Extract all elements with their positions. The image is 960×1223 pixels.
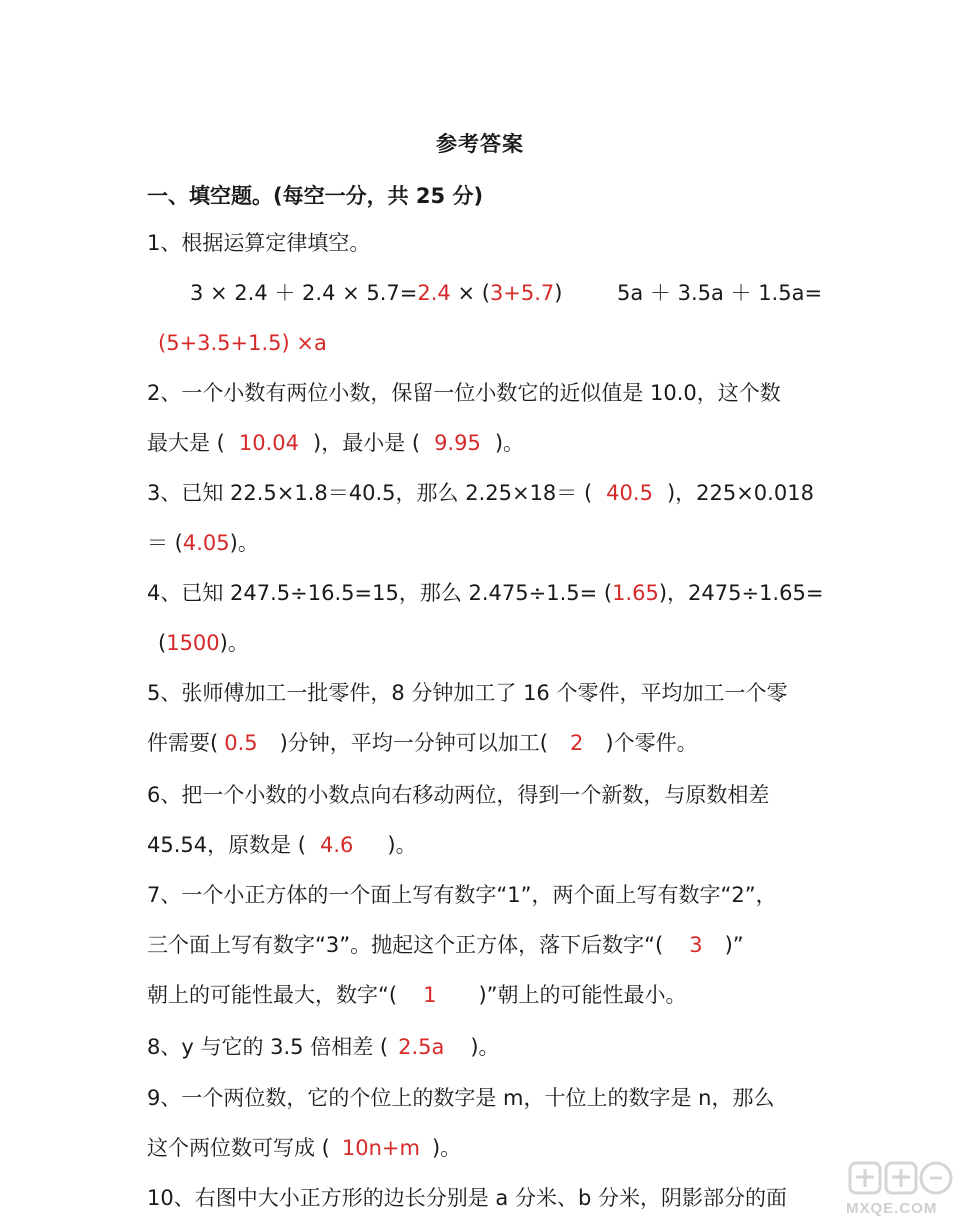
q4-answer-1: 1.65	[612, 581, 659, 605]
q4-text-a: 4、已知 247.5÷16.5=15，那么 2.475÷1.5= (	[147, 581, 613, 605]
q6-line1: 6、把一个小数的小数点向右移动两位，得到一个新数，与原数相差	[147, 783, 770, 807]
q5-answer-1: 0.5	[224, 731, 258, 755]
q1-expr1-answer-b: 3+5.7	[489, 281, 555, 305]
q3-answer-1: 40.5	[606, 481, 653, 505]
q7-line1: 7、一个小正方体的一个面上写有数字“1”，两个面上写有数字“2”，	[147, 883, 777, 907]
q7-text-b: )”	[724, 933, 744, 957]
q6-text-a: 45.54，原数是 (	[147, 833, 306, 857]
q7-line3	[147, 980, 827, 1010]
q3-text-c: ＝ (	[147, 531, 183, 555]
q1-expr1-mid: × (	[450, 281, 490, 305]
q3-line2	[147, 528, 827, 558]
q2-answer-min: 9.95	[434, 431, 481, 455]
q4-text-d: )。	[219, 631, 249, 655]
q5-text-b: )分钟，平均一分钟可以加工(	[279, 731, 548, 755]
answer-seal-icon	[846, 1157, 954, 1203]
q1-expr1-suffix: )	[554, 281, 563, 305]
q1-expr1-prefix: 3 × 2.4 ＋ 2.4 × 5.7=	[190, 281, 418, 305]
q2-text-c: )。	[494, 431, 525, 455]
q7-answer-2: 1	[423, 983, 437, 1007]
q7-text-c: 朝上的可能性最大，数字“(	[147, 983, 398, 1007]
q2-answer-max: 10.04	[238, 431, 299, 455]
q2-text-b: )，最小是 (	[313, 431, 421, 455]
q7-text-d: )”朝上的可能性最小。	[478, 983, 687, 1007]
watermark	[846, 1157, 954, 1221]
q5-line1: 5、张师傅加工一批零件，8 分钟加工了 16 个零件，平均加工一个零	[147, 681, 788, 705]
q4-line2	[158, 628, 838, 658]
q7-line2	[147, 930, 827, 960]
q6-text-b: )。	[387, 833, 417, 857]
q7-text-a: 三个面上写有数字“3”。抛起这个正方体，落下后数字“(	[147, 933, 664, 957]
q8-text-b: )。	[470, 1035, 500, 1059]
q2-line1: 2、一个小数有两位小数，保留一位小数它的近似值是 10.0，这个数	[147, 381, 781, 405]
q9-text-b: )。	[431, 1136, 462, 1160]
q3-text-a: 3、已知 22.5×1.8＝40.5，那么 2.25×18＝ (	[147, 481, 593, 505]
q4-text-b: )，2475÷1.65=	[658, 581, 824, 605]
q3-text-b: )，225×0.018	[666, 481, 814, 505]
q1-expr1-answer-a: 2.4	[417, 281, 451, 305]
q10-line1: 10、右图中大小正方形的边长分别是 a 分米、b 分米，阴影部分的面	[147, 1186, 787, 1210]
q8-line1	[147, 1032, 827, 1062]
q7-answer-1: 3	[689, 933, 703, 957]
q9-text-a: 这个两位数可写成 (	[147, 1136, 330, 1160]
q5-line2	[147, 728, 827, 758]
q1-expr2-answer: (5+3.5+1.5) ×a	[158, 331, 327, 355]
q4-line1	[147, 578, 827, 608]
q8-answer: 2.5a	[398, 1035, 445, 1059]
q5-answer-2: 2	[570, 731, 584, 755]
q8-text-a: 8、y 与它的 3.5 倍相差 (	[147, 1035, 389, 1059]
q1-stem: 1、根据运算定律填空。	[147, 231, 371, 255]
q4-text-c: (	[158, 631, 167, 655]
q9-line1: 9、一个两位数，它的个位上的数字是 m，十位上的数字是 n，那么	[147, 1086, 775, 1110]
q1-expr1	[190, 278, 563, 308]
q9-answer: 10n+m	[341, 1136, 420, 1160]
q2-text-a: 最大是 (	[147, 431, 225, 455]
q3-text-d: )。	[229, 531, 259, 555]
section-heading: 一、填空题。(每空一分，共 25 分)	[147, 184, 484, 208]
q5-text-c: )个零件。	[605, 731, 698, 755]
q6-line2	[147, 830, 827, 860]
q3-line1	[147, 478, 827, 508]
page-title: 参考答案	[436, 132, 524, 156]
q9-line2	[147, 1133, 827, 1163]
q5-text-a: 件需要(	[147, 731, 219, 755]
q1-expr2: 5a ＋ 3.5a ＋ 1.5a=	[617, 281, 823, 305]
q3-answer-2: 4.05	[182, 531, 230, 555]
q6-answer: 4.6	[320, 833, 354, 857]
q4-answer-2: 1500	[166, 631, 220, 655]
watermark-text: MXQE.COM	[846, 1200, 938, 1217]
q2-line2	[147, 428, 827, 458]
